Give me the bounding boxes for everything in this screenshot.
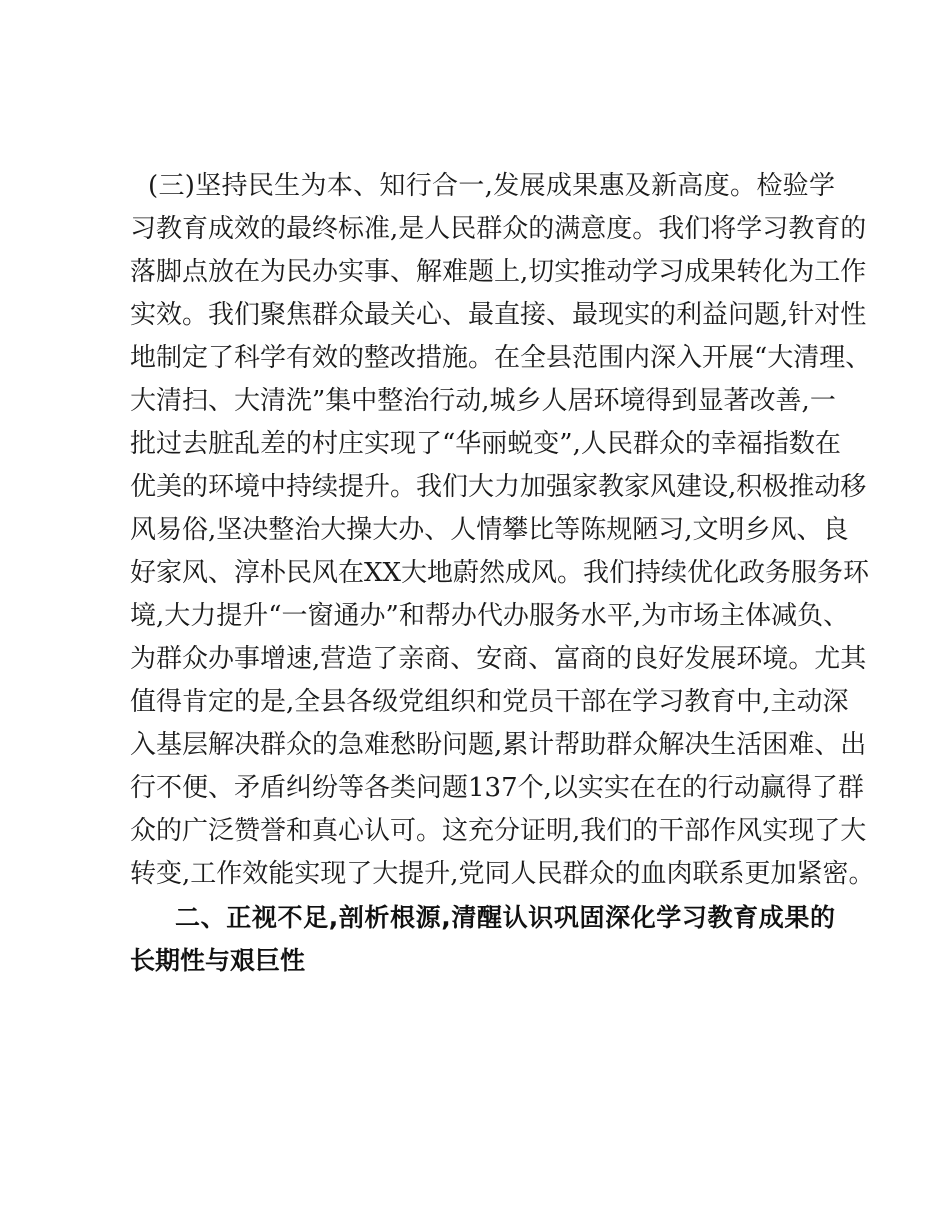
paragraph-line: 入基层解决群众的急难愁盼问题,累计帮助群众解决生活困难、出 (130, 730, 867, 760)
section-heading-line: 二、正视不足,剖析根源,清醒认识巩固深化学习教育成果的 (175, 903, 835, 932)
paragraph-line: (三)坚持民生为本、知行合一,发展成果惠及新高度。检验学 (148, 171, 835, 201)
paragraph-line: 落脚点放在为民办实事、解难题上,切实推动学习成果转化为工作 (130, 257, 867, 287)
paragraph-line: 众的广泛赞誉和真心认可。这充分证明,我们的干部作风实现了大 (130, 816, 867, 846)
paragraph-line: 好家风、淳朴民风在XX大地蔚然成风。我们持续优化政务服务环 (130, 558, 870, 588)
paragraph-line: 行不便、矛盾纠纷等各类问题137个,以实实在在的行动赢得了群 (130, 773, 864, 803)
paragraph-line: 为群众办事增速,营造了亲商、安商、富商的良好发展环境。尤其 (130, 644, 867, 674)
paragraph-line: 转变,工作效能实现了大提升,党同人民群众的血肉联系更加紧密。 (130, 859, 875, 889)
paragraph-line: 批过去脏乱差的村庄实现了“华丽蜕变”,人民群众的幸福指数在 (130, 429, 841, 459)
paragraph-line: 地制定了科学有效的整改措施。在全县范围内深入开展“大清理、 (130, 343, 872, 373)
paragraph-line: 大清扫、大清洗”集中整治行动,城乡人居环境得到显著改善,一 (130, 386, 836, 416)
paragraph-line: 境,大力提升“一窗通办”和帮办代办服务水平,为市场主体减负、 (130, 601, 850, 631)
document-body (130, 165, 875, 982)
paragraph-line: 实效。我们聚焦群众最关心、最直接、最现实的利益问题,针对性 (130, 300, 867, 330)
paragraph-line: 风易俗,坚决整治大操大办、人情攀比等陈规陋习,文明乡风、良 (130, 515, 849, 545)
paragraph-line: 值得肯定的是,全县各级党组织和党员干部在学习教育中,主动深 (130, 687, 849, 717)
paragraph-line: 习教育成效的最终标准,是人民群众的满意度。我们将学习教育的 (130, 214, 867, 244)
section-heading-line: 长期性与艰巨性 (130, 946, 306, 975)
paragraph-line: 优美的环境中持续提升。我们大力加强家教家风建设,积极推动移 (130, 472, 867, 502)
